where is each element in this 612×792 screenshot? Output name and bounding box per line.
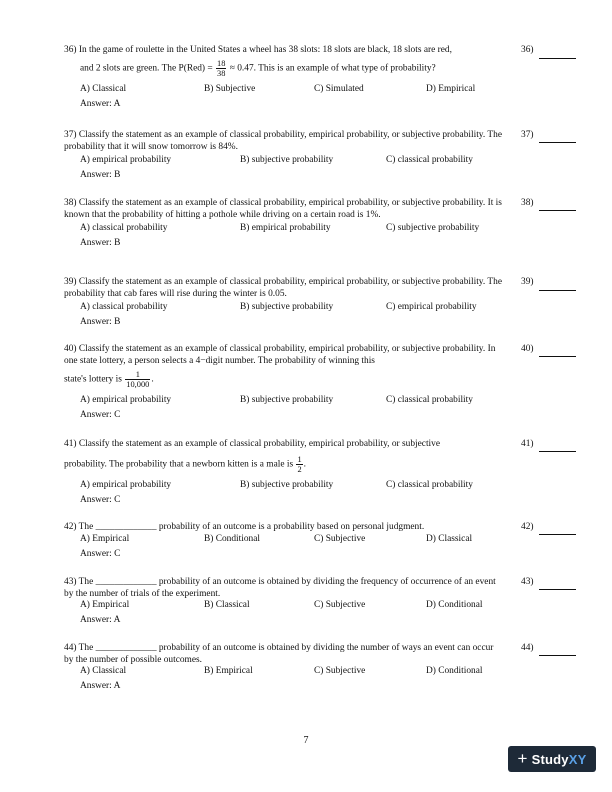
studyxy-logo[interactable]: [508, 746, 596, 772]
question-41-label: 41): [521, 439, 534, 449]
question-38-text: 38) Classify the statement as an example of classical probability, empirical probability, or subjective probability. It is known that the probability of hitting a pothole while driving on a certain road is 1%.: [64, 198, 502, 220]
question-44: [64, 643, 502, 693]
question-44-text: 44) The _____________ probability of an outcome is obtained by dividing the number of ways an event can occur by the number of possible outcomes.: [64, 643, 494, 665]
question-40-options: [64, 395, 502, 407]
fraction-1-2: $\frac{1}{2}$: [297, 454, 302, 474]
question-38-label: 38): [521, 198, 534, 208]
option-d: D) Classical: [426, 533, 473, 544]
answer: Answer: C: [80, 494, 121, 505]
option-a: A) Empirical: [80, 600, 130, 611]
question-36-text-line2: and 2 slots are green. The P(Red) = $\frac{18}{38}$ ≈ 0.47. This is an example of what type of probability?: [80, 58, 436, 78]
option-b: B) empirical probability: [240, 223, 331, 234]
option-a: A) empirical probability: [80, 479, 172, 490]
question-43-label: 43): [521, 577, 534, 587]
question-42: [64, 522, 502, 560]
question-36-text-line1: 36) In the game of roulette in the United States a wheel has 38 slots: 18 slots are black, 18 slots are red,: [64, 45, 452, 55]
page-number: 7: [303, 735, 309, 746]
answer-blank-41[interactable]: [539, 451, 576, 452]
option-c: C) classical probability: [386, 395, 473, 406]
question-42-text: 42) The _____________ probability of an outcome is a probability based on personal judgment.: [64, 522, 425, 532]
question-43: [64, 577, 502, 627]
question-37-label: 37): [521, 130, 534, 140]
option-b: B) Classical: [204, 600, 250, 611]
option-b: B) subjective probability: [240, 155, 334, 166]
answer-blank-40[interactable]: [539, 356, 576, 357]
question-40-text: 40) Classify the statement as an example of classical probability, empirical probability, or subjective probability. In one state lottery, a person selects a 4−digit number. The probability of winning this: [64, 344, 496, 366]
answer-blank-39[interactable]: [539, 290, 576, 291]
answer: Answer: B: [80, 317, 121, 328]
question-41-options: [64, 480, 502, 492]
question-36-options: [64, 84, 502, 96]
option-c: C) subjective probability: [386, 223, 480, 234]
fraction-1-10000: $\frac{1}{10,000}$: [126, 370, 150, 390]
question-41-text-line2: probability. The probability that a newborn kitten is a male is $\frac{1}{2}$ .: [64, 454, 306, 474]
question-37: [64, 130, 502, 182]
option-d: D) Conditional: [426, 600, 483, 611]
option-a: A) classical probability: [80, 223, 168, 234]
answer-blank-37[interactable]: [539, 142, 576, 143]
question-39-label: 39): [521, 277, 534, 287]
answer: Answer: C: [80, 548, 121, 559]
option-c: C) Subjective: [314, 666, 366, 677]
answer-blank-38[interactable]: [539, 210, 576, 211]
option-d: D) Conditional: [426, 666, 483, 677]
question-40-text-cont: state's lottery is $\frac{1}{10,000}$ .: [64, 370, 154, 390]
answer: Answer: A: [80, 681, 121, 692]
question-44-options: [64, 666, 502, 678]
logo-text: Study: [531, 751, 569, 767]
option-b: B) Empirical: [204, 666, 253, 677]
plus-icon: +: [517, 749, 528, 768]
answer: Answer: A: [80, 615, 121, 626]
option-c: C) Subjective: [314, 600, 366, 611]
question-36-label: 36): [521, 45, 534, 55]
logo-text-accent: XY: [568, 751, 587, 767]
question-42-options: [64, 534, 502, 546]
fraction-18-38: $\frac{18}{38}$: [217, 58, 226, 78]
option-c: C) classical probability: [386, 479, 473, 490]
option-a: A) Empirical: [80, 533, 130, 544]
option-b: B) subjective probability: [240, 302, 334, 313]
answer-blank-43[interactable]: [539, 589, 576, 590]
question-37-text: 37) Classify the statement as an example of classical probability, empirical probability, or subjective probability. The probability that it will snow tomorrow is 84%.: [64, 130, 502, 152]
answer: Answer: B: [80, 238, 121, 249]
option-b: B) Subjective: [204, 83, 256, 94]
option-b: B) subjective probability: [240, 395, 334, 406]
question-39: [64, 277, 502, 329]
question-37-options: [64, 155, 502, 167]
question-38-options: [64, 223, 502, 235]
question-41-text-line1: 41) Classify the statement as an example of classical probability, empirical probability, or subjective: [64, 439, 441, 449]
question-43-text: 43) The _____________ probability of an outcome is obtained by dividing the frequency of occurrence of an event by the number of trials of the experiment.: [64, 577, 496, 599]
option-a: A) empirical probability: [80, 155, 172, 166]
question-41: [64, 439, 502, 506]
question-40-label: 40): [521, 344, 534, 354]
option-a: A) Classical: [80, 666, 127, 677]
option-b: B) subjective probability: [240, 479, 334, 490]
option-a: A) empirical probability: [80, 395, 172, 406]
option-c: C) Simulated: [314, 83, 364, 94]
question-44-label: 44): [521, 643, 534, 653]
option-c: C) empirical probability: [386, 302, 477, 313]
question-39-options: [64, 302, 502, 314]
question-36: [64, 45, 502, 110]
answer-blank-44[interactable]: [539, 655, 576, 656]
option-a: A) Classical: [80, 83, 127, 94]
option-b: B) Conditional: [204, 533, 260, 544]
answer: Answer: A: [80, 98, 121, 109]
question-42-label: 42): [521, 522, 534, 532]
option-c: C) Subjective: [314, 533, 366, 544]
question-43-options: [64, 600, 502, 612]
question-39-text: 39) Classify the statement as an example of classical probability, empirical probability, or subjective probability. The probability that cab fares will rise during the winter is 0.05.: [64, 277, 502, 299]
question-40: [64, 344, 502, 422]
answer: Answer: C: [80, 410, 121, 421]
answer: Answer: B: [80, 170, 121, 181]
answer-blank-36[interactable]: [539, 58, 576, 59]
option-c: C) classical probability: [386, 155, 473, 166]
question-38: [64, 198, 502, 250]
answer-blank-42[interactable]: [539, 534, 576, 535]
option-a: A) classical probability: [80, 302, 168, 313]
option-d: D) Empirical: [426, 83, 476, 94]
